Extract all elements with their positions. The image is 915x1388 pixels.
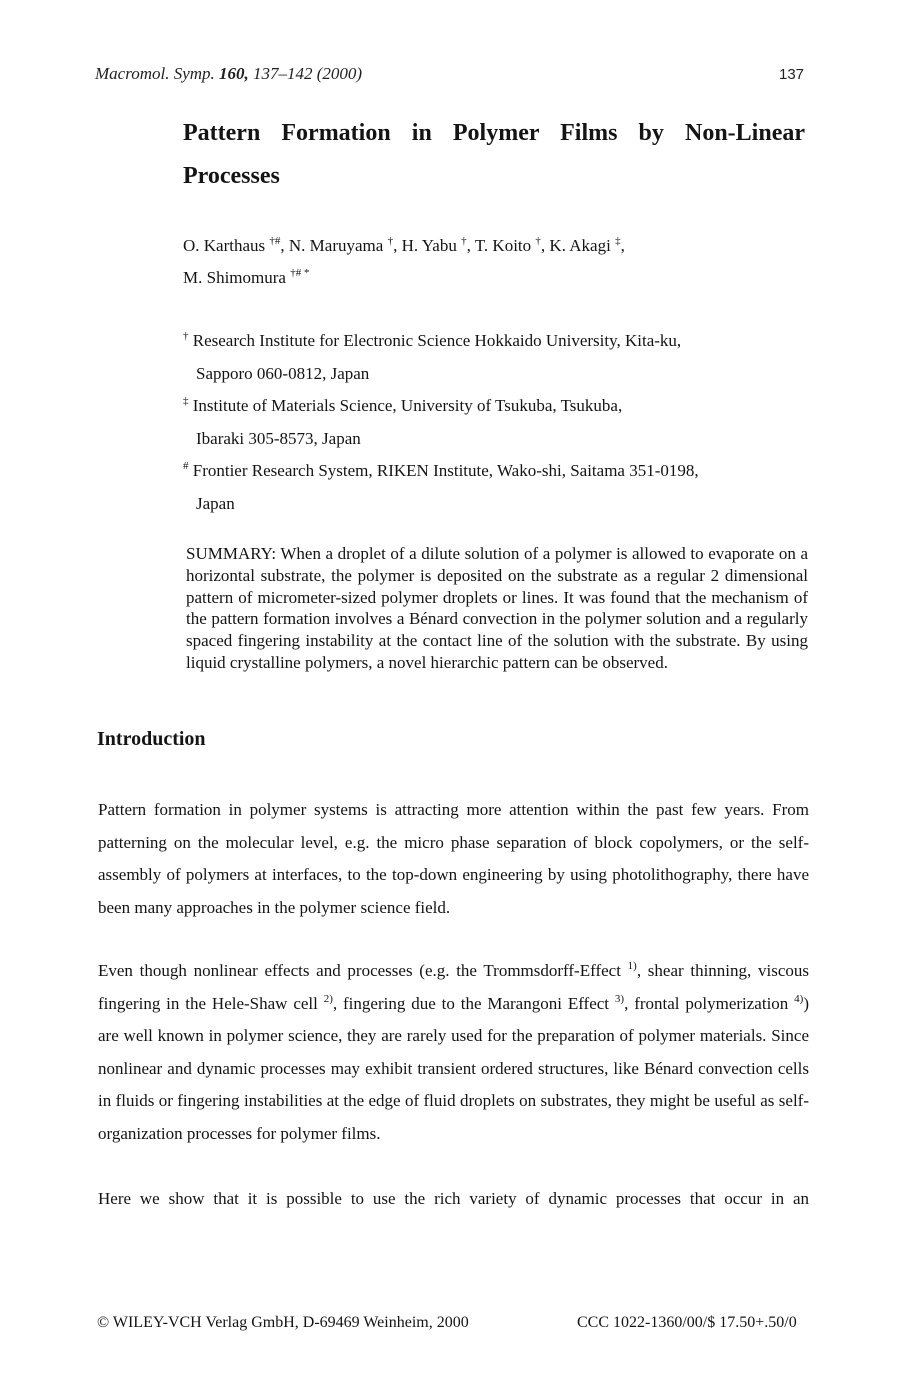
affiliation-mark: ‡	[183, 395, 189, 407]
author: T. Koito †,	[474, 235, 550, 255]
author-list	[183, 230, 823, 294]
body-paragraph: Pattern formation in polymer systems is attracting more attention within the past few years. From patterning on the molecular level, e.g. the micro phase separation of block copolymers, or the self-assembly of polymers at interfaces, to the top-down engineering by using photolithography, there have been many approaches in the polymer science field.	[98, 800, 809, 917]
affiliation-text: Japan	[196, 493, 235, 513]
affiliation-text: Ibaraki 305-8573, Japan	[196, 428, 361, 448]
author: K. Akagi ‡,	[549, 235, 625, 255]
affiliation	[183, 390, 823, 455]
affiliation-text: Institute of Materials Science, University of Tsukuba, Tsukuba,	[192, 396, 623, 415]
section-heading: Introduction	[97, 728, 206, 750]
author: N. Maruyama †,	[288, 235, 402, 255]
ccc-code: CCC 1022-1360/00/$ 17.50+.50/0	[577, 1314, 797, 1331]
reference-mark: 1)	[627, 960, 637, 972]
affiliation	[183, 455, 823, 520]
affiliation-list	[183, 325, 823, 520]
body-paragraph: Here we show that it is possible to use the rich variety of dynamic processes that occur in an	[98, 1189, 809, 1208]
affiliation-mark: †	[183, 330, 189, 342]
affiliation	[183, 325, 823, 390]
journal-pages-year: 137–142 (2000)	[253, 64, 363, 83]
author: O. Karthaus †#,	[183, 235, 289, 255]
affiliation-text: Research Institute for Electronic Science Hokkaido University, Kita-ku,	[192, 331, 682, 350]
journal-name: Macromol. Symp.	[95, 64, 215, 83]
reference-mark: 3)	[614, 992, 625, 1005]
article-title: Pattern Formation in Polymer Films by Non-Linear Processes	[183, 120, 805, 189]
journal-citation	[95, 64, 362, 84]
page-number: 137	[779, 66, 805, 83]
author: H. Yabu †,	[401, 235, 475, 255]
body-paragraph: Even though nonlinear effects and processes (e.g. the Trommsdorff-Effect $^{1)}$, shear thinning, viscous fingering in the Hele-Shaw cell $^{2)}$, fingering due to the Marangoni Effect $^{3)}$, frontal polymerization $^{4)}$) are well known in polymer science, they are rarely used for the preparation of polymer materials. Since nonlinear and dynamic processes may exhibit transient ordered structures, like Bénard convection cells in fluids or fingering instabilities at the edge of fluid droplets on substrates, they might be useful as self-organization processes for polymer films.	[98, 960, 810, 1143]
reference-mark: 4)	[794, 992, 804, 1005]
author: M. Shimomura †# *	[183, 267, 310, 287]
reference-mark: 2)	[323, 992, 333, 1005]
abstract-summary: SUMMARY: When a droplet of a dilute solution of a polymer is allowed to evaporate on a horizontal substrate, the polymer is deposited on the substrate as a regular 2 dimensional pattern of micrometer-sized polymer droplets or lines. It was found that the mechanism of the pattern formation involves a Bénard convection in the polymer solution and a regularly spaced fingering instability at the contact line of the solution with the substrate. By using liquid crystalline polymers, a novel hierarchic pattern can be observed.	[186, 544, 808, 672]
copyright-notice: © WILEY-VCH Verlag GmbH, D-69469 Weinheim, 2000	[97, 1314, 469, 1331]
affiliation-text: Sapporo 060-0812, Japan	[196, 363, 370, 383]
journal-volume: 160,	[219, 64, 249, 83]
affiliation-mark: #	[183, 460, 189, 472]
affiliation-text: Frontier Research System, RIKEN Institute, Wako-shi, Saitama 351-0198,	[192, 461, 699, 480]
